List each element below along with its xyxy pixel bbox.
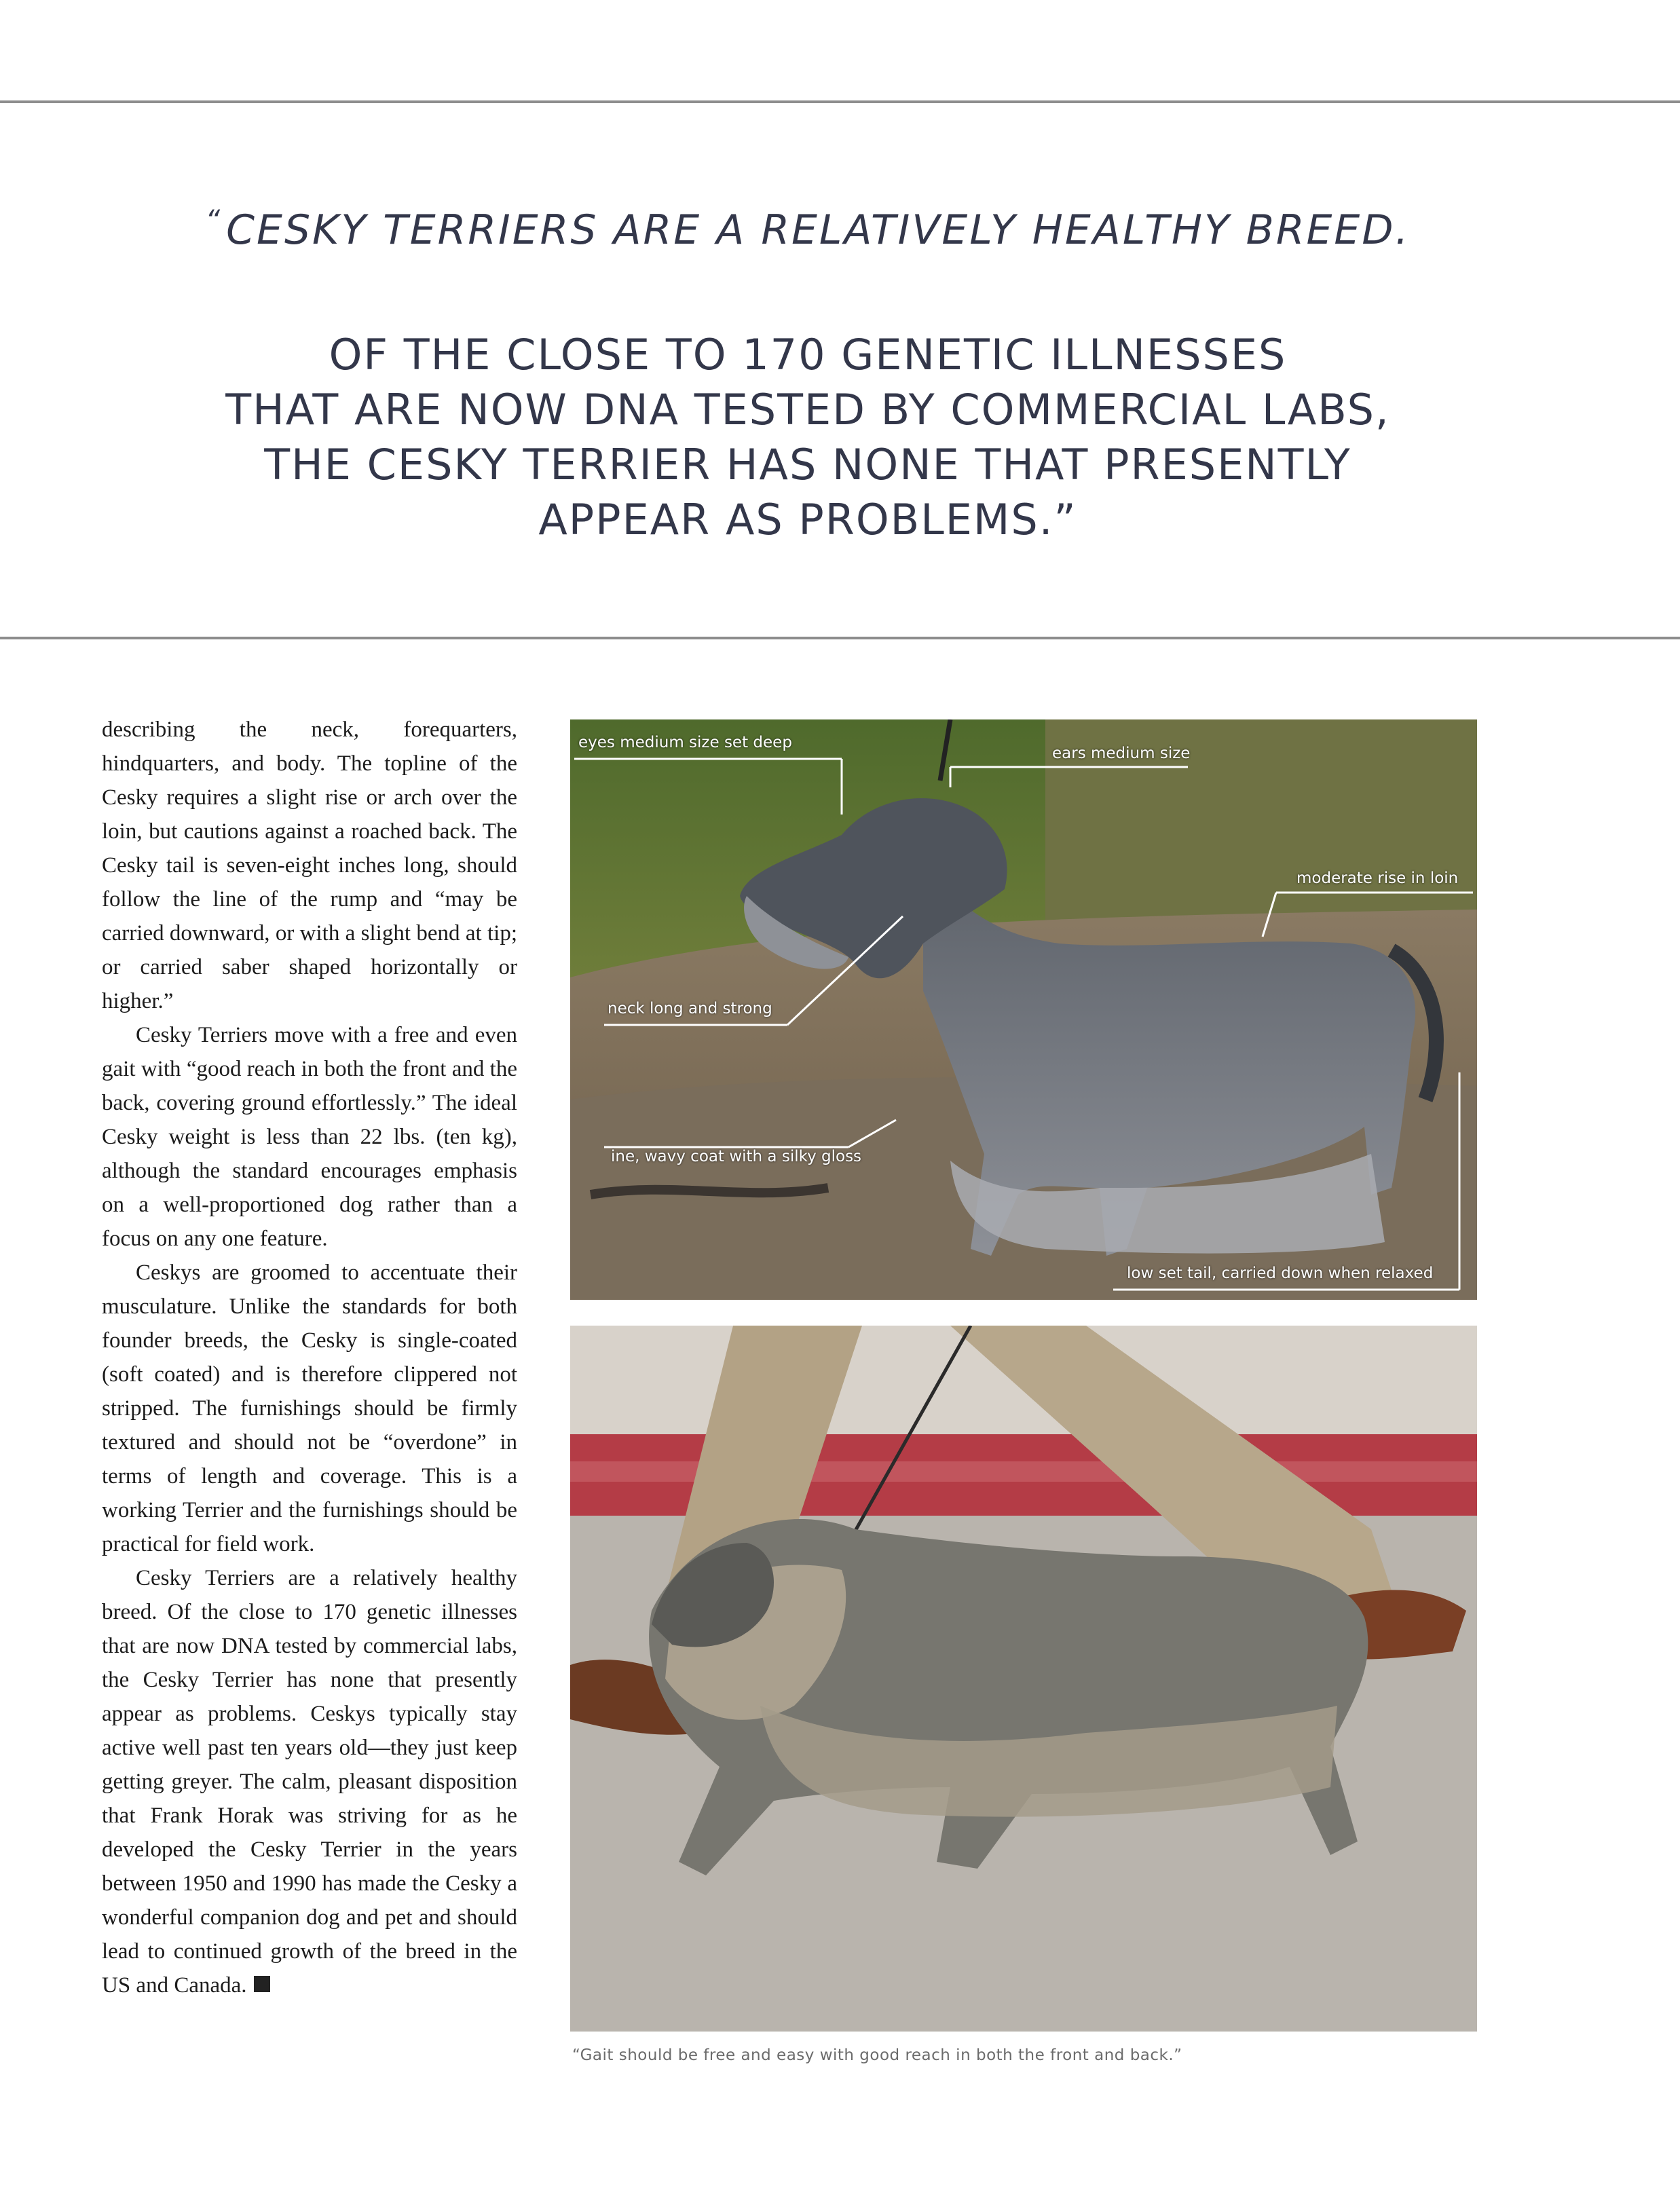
callout-neck: neck long and strong [608, 1000, 772, 1017]
standing-dog-photo [570, 719, 1477, 1300]
callout-tail: low set tail, carried down when relaxed [1127, 1265, 1434, 1282]
article-paragraph [102, 1561, 517, 2002]
pull-quote-main [0, 327, 1616, 547]
end-mark-icon [254, 1976, 270, 1992]
top-rule [0, 100, 1680, 103]
callout-loin: moderate rise in loin [1296, 869, 1459, 887]
callout-ears: ears medium size [1052, 745, 1191, 762]
gaiting-dog-photo [570, 1326, 1477, 2032]
open-quote-mark: “ [205, 204, 223, 237]
photo-caption: “Gait should be free and easy with good reach in both the front and back.” [572, 2046, 1182, 2064]
article-body [102, 713, 517, 2002]
pull-quote-line: THAT ARE NOW DNA TESTED BY COMMERCIAL LABS, [225, 385, 1390, 434]
article-paragraph: Cesky Terriers move with a free and even gait with “good reach in both the front and the back, covering ground effortlessly.” The ideal Cesky weight is less than 22 lbs. (ten kg), although the standard encourages emphasis on a well-proportioned dog rather than a focus on any one feature. [102, 1023, 517, 1251]
article-paragraph: Ceskys are groomed to accentuate their musculature. Unlike the standards for both founder breeds, the Cesky is single-coated (soft coated) and is therefore clippered not stripped. The furnishings should be firmly textured and should not be “overdone” in terms of length and coverage. This is a working Terrier and the furnishings should be practical for field work. [102, 1260, 517, 1556]
bottom-rule [0, 637, 1680, 639]
pull-quote-lead-text: CESKY TERRIERS ARE A RELATIVELY HEALTHY BREED. [226, 206, 1411, 254]
pull-quote-line: OF THE CLOSE TO 170 GENETIC ILLNESSES [329, 330, 1287, 379]
gaiting-dog-illustration [570, 1326, 1477, 2032]
callout-coat: ine, wavy coat with a silky gloss [611, 1148, 862, 1165]
pull-quote-line: APPEAR AS PROBLEMS.” [538, 495, 1077, 544]
pull-quote-lead [0, 204, 1616, 254]
pull-quote-line: THE CESKY TERRIER HAS NONE THAT PRESENTLY [264, 440, 1351, 489]
article-paragraph-text: Cesky Terriers are a relatively healthy breed. Of the close to 170 genetic illnesses that are now DNA tested by commercial labs, the Cesky Terrier has none that presently appear as problems. Ceskys typically stay active well past ten years old—they just keep getting greyer. The calm, pleasant disposition that Frank Horak was striving for as he developed the Cesky Terrier in the years between 1950 and 1990 has made the Cesky a wonderful companion dog and pet and should lead to continued growth of the breed in the US and Canada. [102, 1566, 517, 1998]
article-paragraph: describing the neck, forequarters, hindquarters, and body. The topline of the Cesky requires a slight rise or arch over the loin, but cautions against a roached back. The Cesky tail is seven-eight inches long, should follow the line of the rump and “may be carried downward, or with a slight bend at tip; or carried saber shaped horizontally or higher.” [102, 717, 517, 1013]
callout-eyes: eyes medium size set deep [578, 734, 792, 751]
